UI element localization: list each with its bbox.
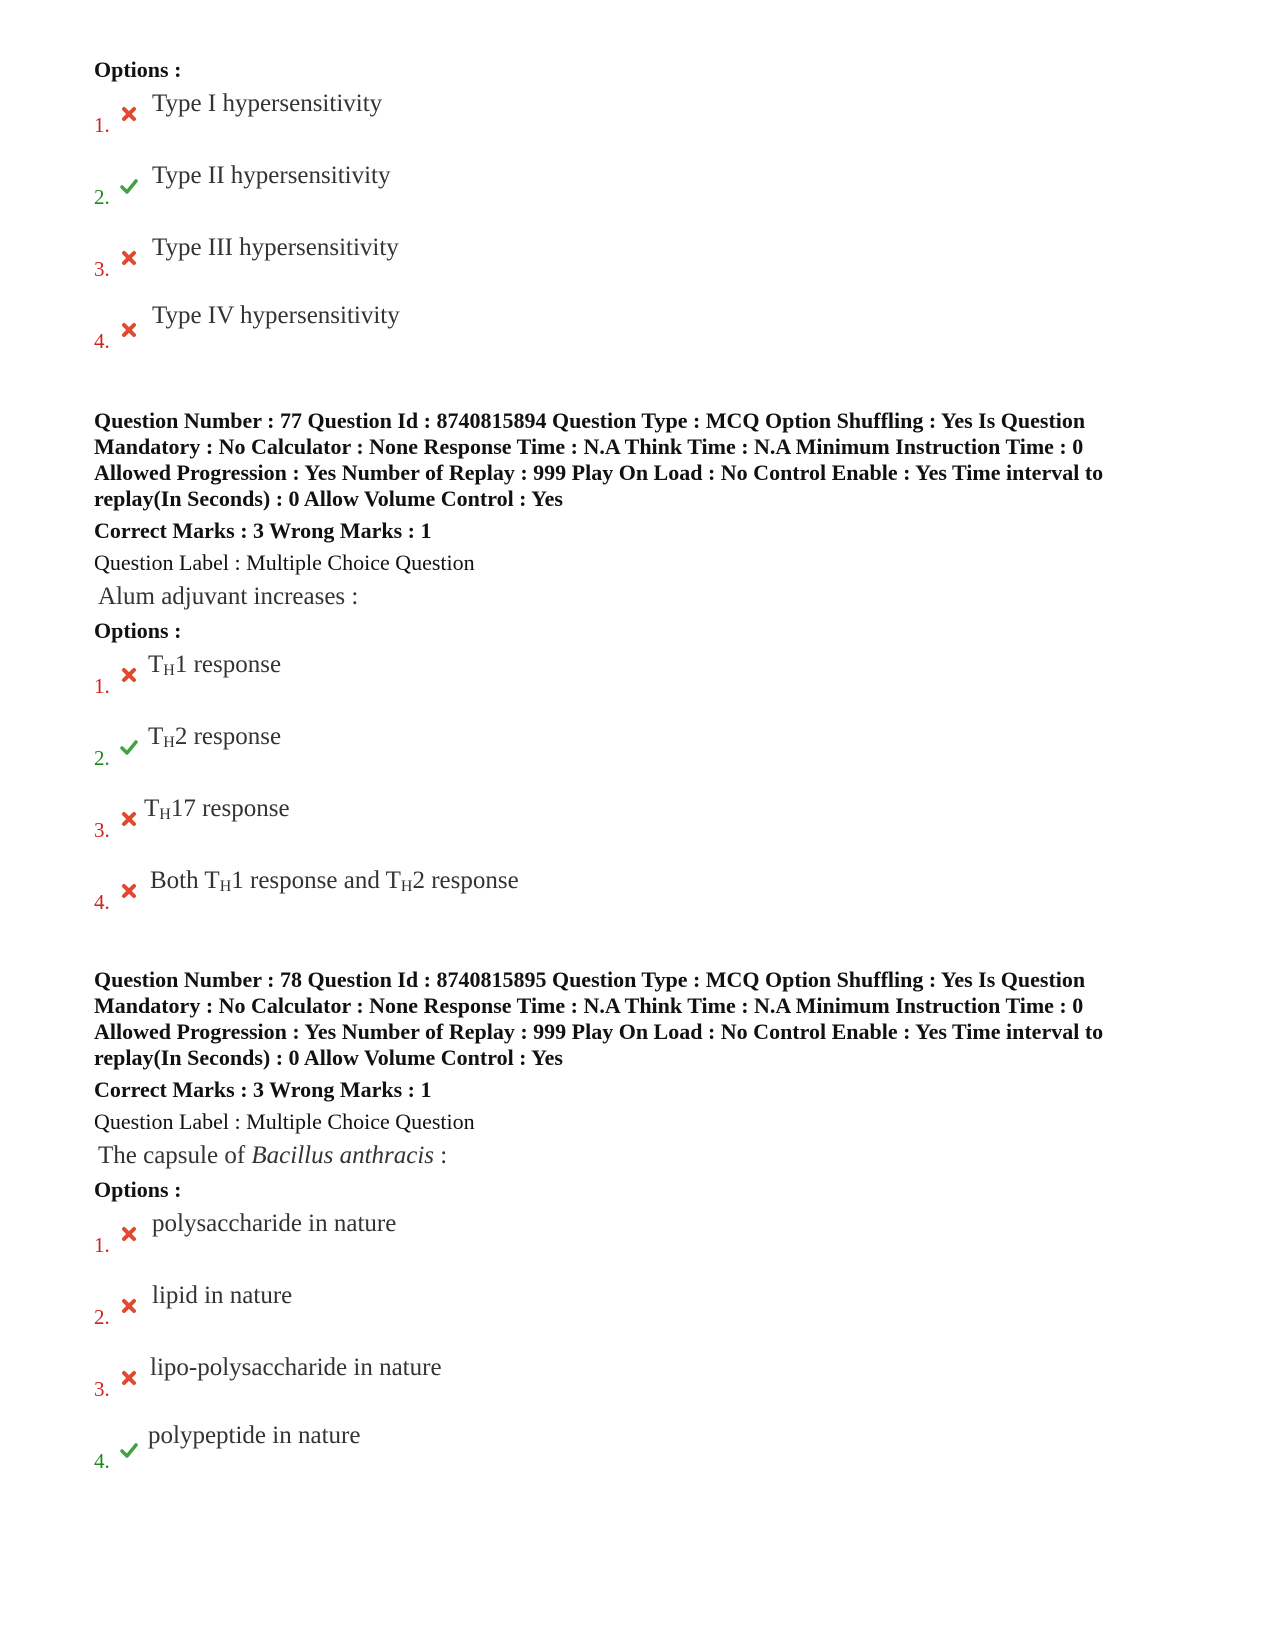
option-number: 1. — [94, 1233, 110, 1257]
question-marks: Correct Marks : 3 Wrong Marks : 1 — [94, 518, 432, 543]
question-text — [98, 1141, 1194, 1171]
option-3 — [94, 1353, 1194, 1425]
check-icon — [120, 1441, 138, 1459]
option-text-part: Both T — [150, 867, 220, 894]
option-text-part: T — [144, 795, 160, 822]
option-text — [150, 866, 519, 902]
option-subscript: H — [159, 806, 171, 823]
question-meta-line: Allowed Progression : Yes Number of Replay : 999 Play On Load : No Control Enable : Yes Time interval to — [94, 460, 1104, 485]
option-number: 4. — [94, 329, 110, 353]
option-subscript: H — [400, 878, 413, 895]
option-3 — [94, 233, 1194, 305]
option-4 — [94, 1422, 1194, 1497]
option-text: Type II hypersensitivity — [152, 162, 391, 189]
option-text-part: 1 response — [174, 651, 282, 678]
question-meta-line: Mandatory : No Calculator : None Response Time : N.A Think Time : N.A Minimum Instruction Time : 0 — [94, 993, 1084, 1018]
options-heading: Options : — [94, 1177, 182, 1202]
option-text: polypeptide in nature — [148, 1422, 361, 1449]
option-subscript: H — [163, 662, 175, 679]
check-icon — [120, 738, 138, 756]
option-number: 3. — [94, 818, 110, 842]
option-number: 3. — [94, 257, 110, 281]
option-1 — [94, 650, 1194, 722]
option-1 — [94, 1209, 1194, 1281]
option-2 — [94, 1281, 1194, 1353]
question-meta-line: replay(In Seconds) : 0 Allow Volume Control : Yes — [94, 1045, 563, 1070]
cross-icon — [120, 1225, 138, 1243]
option-text-part: 2 response — [412, 867, 519, 894]
option-text — [148, 650, 281, 686]
question-meta-line: replay(In Seconds) : 0 Allow Volume Control : Yes — [94, 486, 563, 511]
question-text-italic: Bacillus anthracis — [251, 1142, 435, 1169]
option-4 — [94, 866, 1194, 938]
option-text-part: 2 response — [174, 723, 282, 750]
option-text: Type III hypersensitivity — [152, 234, 399, 261]
option-number: 1. — [94, 113, 110, 137]
question-label: Question Label : Multiple Choice Question — [94, 550, 475, 575]
question-77 — [94, 408, 1194, 938]
option-subscript: H — [219, 878, 232, 895]
options-heading: Options : — [94, 57, 182, 82]
option-text: lipo-polysaccharide in nature — [150, 1354, 442, 1381]
option-number: 3. — [94, 1377, 110, 1401]
question-meta-line: Question Number : 78 Question Id : 8740815895 Question Type : MCQ Option Shuffling : Yes Is Question — [94, 967, 1086, 992]
options-heading: Options : — [94, 618, 182, 643]
cross-icon — [120, 1369, 138, 1387]
option-text: polysaccharide in nature — [152, 1210, 397, 1237]
option-text-part: 1 response and T — [231, 867, 401, 894]
question-text-part: The capsule of — [98, 1142, 252, 1169]
cross-icon — [120, 321, 138, 339]
option-number: 4. — [94, 1449, 110, 1473]
option-2 — [94, 722, 1194, 794]
option-text: Type I hypersensitivity — [152, 90, 383, 117]
question-marks: Correct Marks : 3 Wrong Marks : 1 — [94, 1077, 432, 1102]
option-text: Type IV hypersensitivity — [152, 302, 400, 329]
option-4 — [94, 302, 1194, 377]
option-text: lipid in nature — [152, 1282, 293, 1309]
cross-icon — [120, 882, 138, 900]
question-meta-line: Mandatory : No Calculator : None Response Time : N.A Think Time : N.A Minimum Instruction Time : 0 — [94, 434, 1084, 459]
check-icon — [120, 177, 138, 195]
question-label: Question Label : Multiple Choice Question — [94, 1109, 475, 1134]
option-text-part: T — [148, 723, 164, 750]
cross-icon — [120, 810, 138, 828]
cross-icon — [120, 249, 138, 267]
option-2 — [94, 161, 1194, 233]
question-text: Alum adjuvant increases : — [98, 583, 359, 610]
option-text-part: T — [148, 651, 164, 678]
question-meta-line: Question Number : 77 Question Id : 8740815894 Question Type : MCQ Option Shuffling : Yes Is Question — [94, 408, 1086, 433]
option-text — [148, 722, 281, 758]
option-number: 2. — [94, 185, 110, 209]
cross-icon — [120, 666, 138, 684]
question-78 — [94, 967, 1194, 1497]
question-meta-line: Allowed Progression : Yes Number of Replay : 999 Play On Load : No Control Enable : Yes Time interval to — [94, 1019, 1104, 1044]
option-text — [144, 794, 290, 830]
prev-question-options — [94, 57, 1194, 377]
option-number: 1. — [94, 674, 110, 698]
question-text-part: : — [434, 1142, 448, 1169]
cross-icon — [120, 105, 138, 123]
option-number: 2. — [94, 746, 110, 770]
option-number: 4. — [94, 890, 110, 914]
option-3 — [94, 794, 1194, 866]
option-text-part: 17 response — [170, 795, 290, 822]
option-number: 2. — [94, 1305, 110, 1329]
cross-icon — [120, 1297, 138, 1315]
option-subscript: H — [163, 734, 175, 751]
option-1 — [94, 89, 1194, 161]
